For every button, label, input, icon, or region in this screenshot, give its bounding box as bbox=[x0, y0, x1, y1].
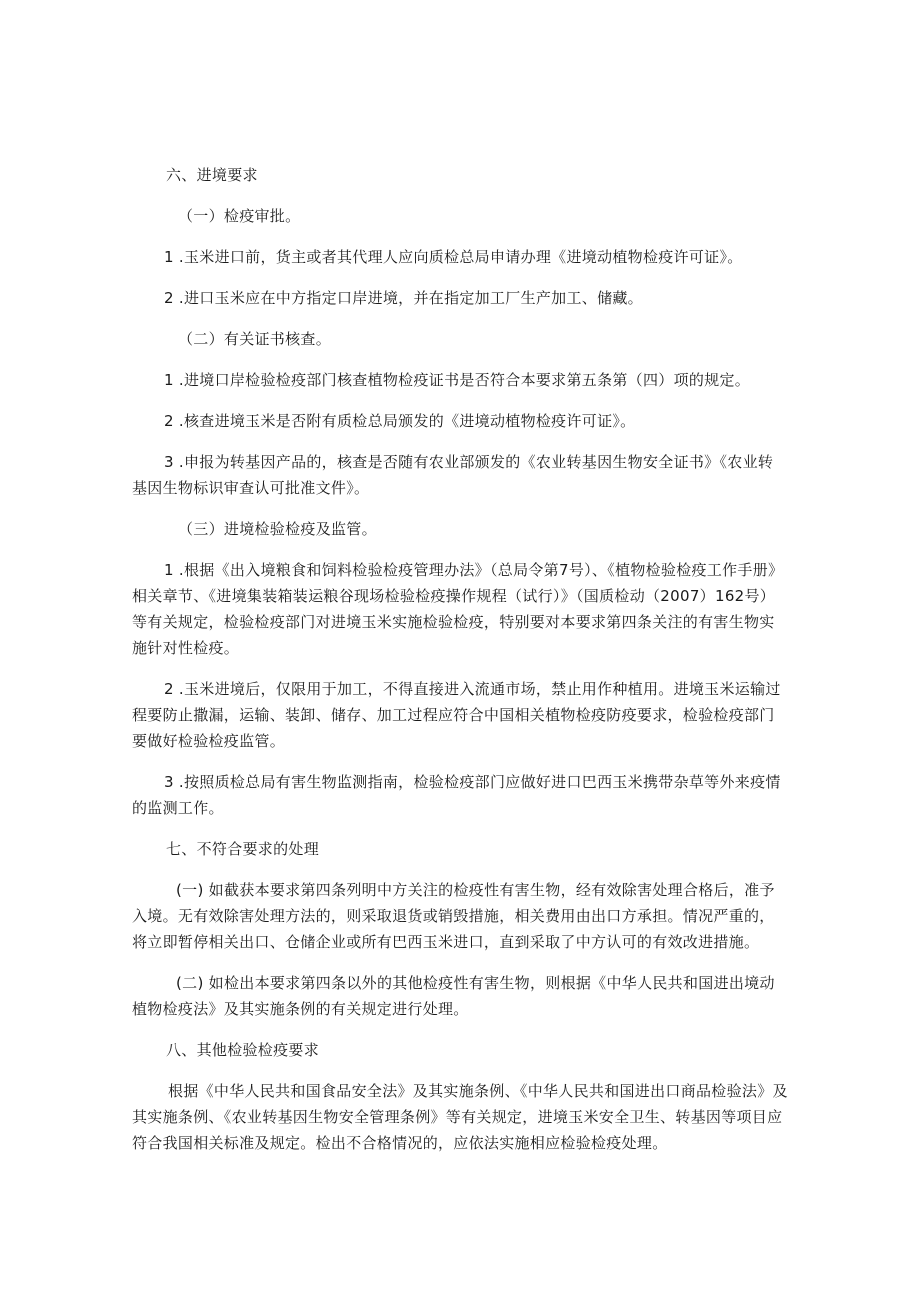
section-7-heading: 七、不符合要求的处理 bbox=[166, 840, 320, 858]
section-6-sub-3-heading: （三）进境检验检疫及监管。 bbox=[178, 520, 377, 538]
section-6-sub-1-item-2: 2 .进口玉米应在中方指定口岸进境，并在指定加工厂生产加工、储藏。 bbox=[164, 289, 643, 307]
document-body bbox=[132, 162, 788, 1156]
section-6-sub-2-heading: （二）有关证书核查。 bbox=[178, 330, 332, 348]
section-6-sub-1-item-1: 1 .玉米进口前，货主或者其代理人应向质检总局申请办理《进境动植物检疫许可证》。 bbox=[164, 248, 743, 266]
section-6-sub-2-item-2: 2 .核查进境玉米是否附有质检总局颁发的《进境动植物检疫许可证》。 bbox=[164, 412, 636, 430]
section-7-paragraph-2: (二) 如检出本要求第四条以外的其他检疫性有害生物，则根据《中华人民共和国进出境动植物检疫法》及其实施条例的有关规定进行处理。 bbox=[132, 974, 775, 1018]
section-6-sub-3-item-3: 3 .按照质检总局有害生物监测指南，检验检疫部门应做好进口巴西玉米携带杂草等外来疫情的监测工作。 bbox=[132, 773, 781, 817]
section-8-heading: 八、其他检验检疫要求 bbox=[166, 1041, 320, 1059]
section-6-sub-1-heading: （一）检疫审批。 bbox=[178, 207, 301, 225]
section-8-paragraph: 根据《中华人民共和国食品安全法》及其实施条例、《中华人民共和国进出口商品检验法》及其实施条例、《农业转基因生物安全管理条例》等有关规定，进境玉米安全卫生、转基因等项目应符合我国相关标准及规定。检出不合格情况的，应依法实施相应检验检疫处理。 bbox=[132, 1082, 788, 1152]
section-7-paragraph-1: (一) 如截获本要求第四条列明中方关注的检疫性有害生物，经有效除害处理合格后，准予入境。无有效除害处理方法的，则采取退货或销毁措施，相关费用由出口方承担。情况严重的，将立即暂停相关出口、仓储企业或所有巴西玉米进口，直到采取了中方认可的有效改进措施。 bbox=[132, 881, 775, 951]
section-6-heading: 六、进境要求 bbox=[166, 166, 258, 184]
section-6-sub-2-item-3: 3 .申报为转基因产品的，核查是否随有农业部颁发的《农业转基因生物安全证书》《农业转基因生物标识审查认可批准文件》。 bbox=[132, 453, 774, 497]
section-6-sub-3-item-1: 1 .根据《出入境粮食和饲料检验检疫管理办法》（总局令第7号）、《植物检验检疫工作手册》相关章节、《进境集装箱装运粮谷现场检验检疫操作规程（试行）》（国质检动（2007）162号）等有关规定，检验检疫部门对进境玉米实施检验检疫，特别要对本要求第四条关注的有害生物实施针对性检疫。 bbox=[132, 561, 784, 657]
section-6-sub-3-item-2: 2 .玉米进境后，仅限用于加工，不得直接进入流通市场，禁止用作种植用。进境玉米运输过程要防止撒漏，运输、装卸、储存、加工过程应符合中国相关植物检疫防疫要求，检验检疫部门要做好检验检疫监管。 bbox=[132, 680, 781, 750]
section-6-sub-2-item-1: 1 .进境口岸检验检疫部门核查植物检疫证书是否符合本要求第五条第（四）项的规定。 bbox=[164, 371, 751, 389]
